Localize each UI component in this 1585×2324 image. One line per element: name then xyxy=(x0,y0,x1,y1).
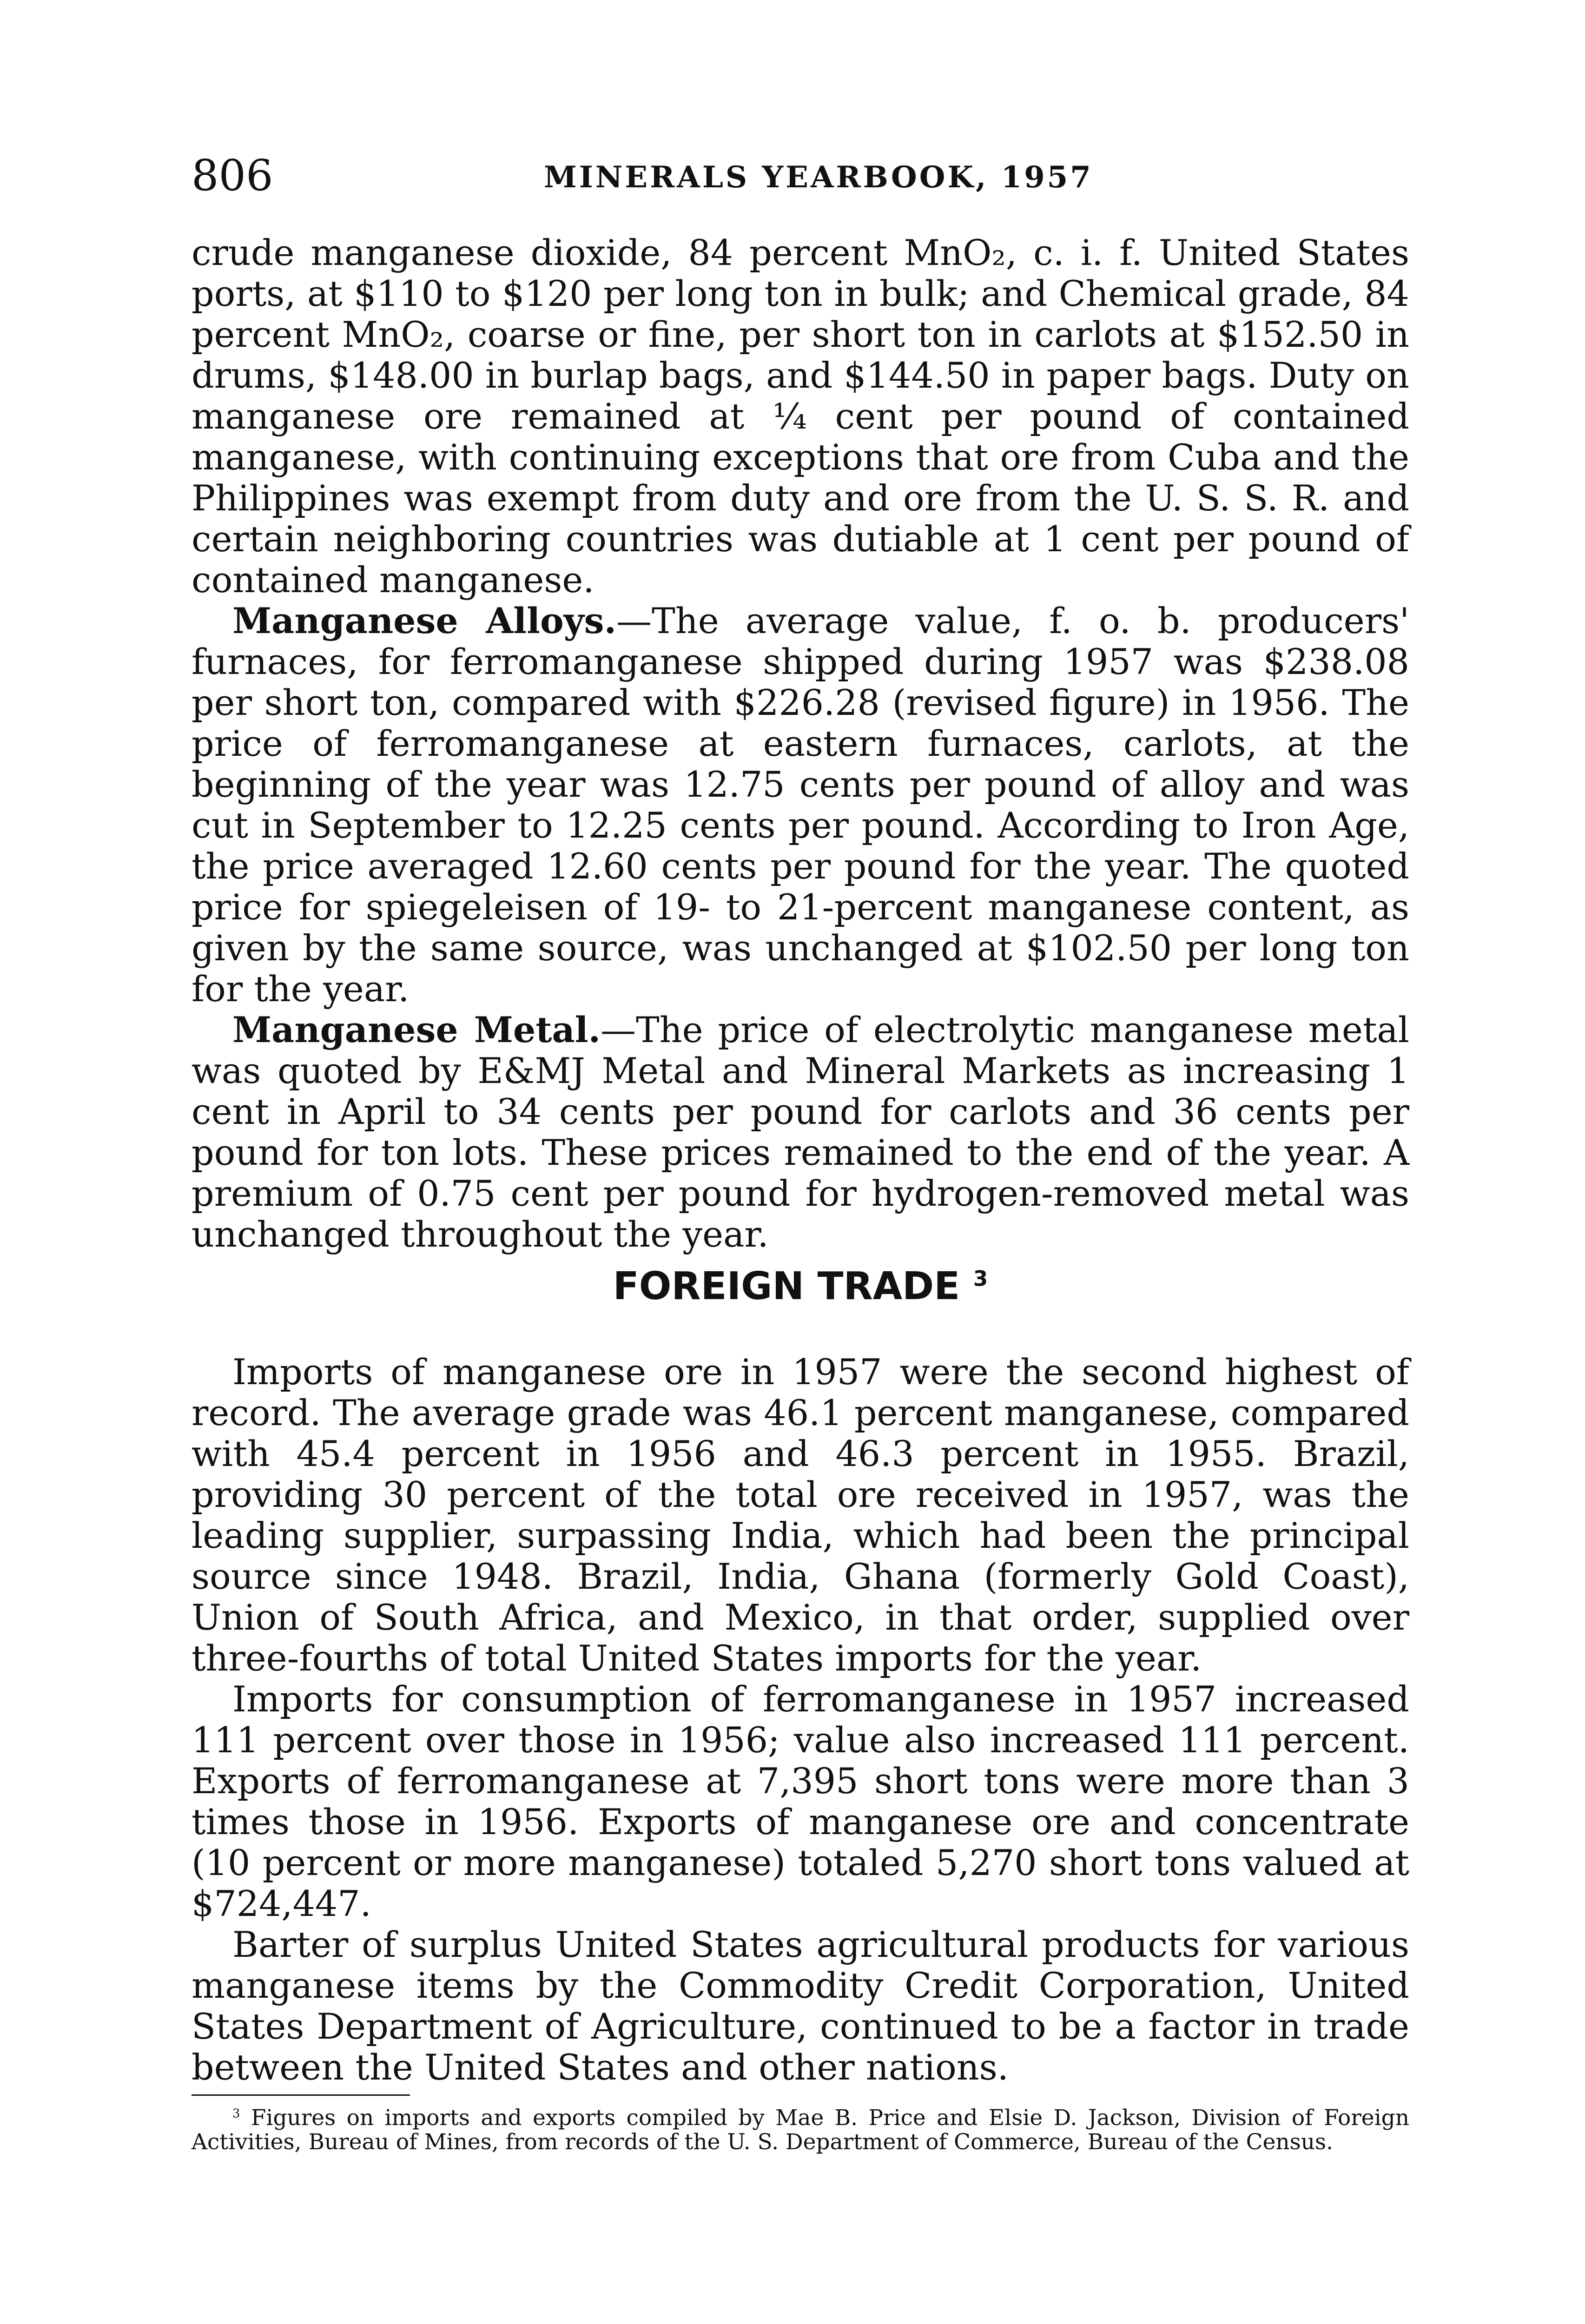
paragraph-text: Barter of surplus United States agricultural products for various manganese items by the Commodity Credit Corporation, United States Department of Agriculture, continued to be a factor in trade between the United States and other nations. xyxy=(192,1924,1409,2088)
footnote-text: Figures on imports and exports compiled by Mae B. Price and Elsie D. Jackson, Division of Foreign Activities, Bureau of Mines, from records of the U. S. Department of Commerce, Bureau of the Census. xyxy=(192,2105,1409,2155)
footnote xyxy=(192,2106,1409,2154)
paragraph-text: Imports of manganese ore in 1957 were the second highest of record. The average grade was 46.1 percent manganese, compared with 45.4 percent in 1956 and 46.3 percent in 1955. Brazil, providing 30 percent of the total ore received in 1957, was the leading supplier, surpassing India, which had been the principal source since 1948. Brazil, India, Ghana (formerly Gold Coast), Union of South Africa, and Mexico, in that order, supplied over three-fourths of total United States imports for the year. xyxy=(192,1351,1409,1679)
paragraph-ferromanganese-trade xyxy=(192,1679,1409,1924)
section-heading-text: FOREIGN TRADE xyxy=(613,1264,960,1308)
paragraph-text: —The average value, f. o. b. producers' furnaces, for ferromanganese shipped during 1957 was $238.08 per short ton, compared with $226.28 (revised figure) in 1956. The price of ferromanganese at eastern furnaces, carlots, at the beginning of the year was 12.75 cents per pound of alloy and was cut in September to 12.25 cents per pound. According to Iron Age, the price averaged 12.60 cents per pound for the year. The quoted price for spiegeleisen of 19- to 21-percent manganese content, as given by the same source, was unchanged at $102.50 per long ton for the year. xyxy=(192,600,1409,1010)
paragraph-text: Imports for consumption of ferromanganese in 1957 increased 111 percent over those in 1956; value also increased 111 percent. Exports of ferromanganese at 7,395 short tons were more than 3 times those in 1956. Exports of manganese ore and concentrate (10 percent or more manganese) totaled 5,270 short tons valued at $724,447. xyxy=(192,1678,1409,1924)
paragraph-manganese-metal xyxy=(192,1010,1409,1255)
page-body xyxy=(192,232,1409,2154)
paragraph-text: —The price of electrolytic manganese metal was quoted by E&MJ Metal and Mineral Markets as increasing 1 cent in April to 34 cents per pound for carlots and 36 cents per pound for ton lots. These prices remained to the end of the year. A premium of 0.75 cent per pound for hydrogen-removed metal was unchanged throughout the year. xyxy=(192,1009,1409,1255)
paragraph-text: crude manganese dioxide, 84 percent MnO₂, c. i. f. United States ports, at $110 to $120 per long ton in bulk; and Chemical grade, 84 percent MnO₂, coarse or fine, per short ton in carlots at $152.50 in drums, $148.00 in burlap bags, and $144.50 in paper bags. Duty on manganese ore remained at ¼ cent per pound of contained manganese, with continuing exceptions that ore from Cuba and the Philippines was exempt from duty and ore from the U. S. S. R. and certain neighboring countries was dutiable at 1 cent per pound of contained manganese. xyxy=(192,232,1409,601)
page-header xyxy=(192,148,1409,218)
page-number: 806 xyxy=(192,151,273,200)
running-head: MINERALS YEARBOOK, 1957 xyxy=(544,160,1093,195)
paragraph-lead-heading: Manganese Alloys. xyxy=(232,600,617,641)
paragraph-ore-imports xyxy=(192,1352,1409,1679)
footnote-divider xyxy=(192,2094,410,2096)
paragraph-manganese-alloys xyxy=(192,601,1409,1010)
paragraph-barter xyxy=(192,1924,1409,2088)
footnote-marker: 3 xyxy=(232,2106,240,2121)
paragraph-lead-heading: Manganese Metal. xyxy=(232,1009,601,1050)
footnote-reference: 3 xyxy=(973,1266,988,1291)
section-heading-foreign-trade xyxy=(192,1264,1409,1309)
paragraph-manganese-dioxide-prices xyxy=(192,232,1409,601)
